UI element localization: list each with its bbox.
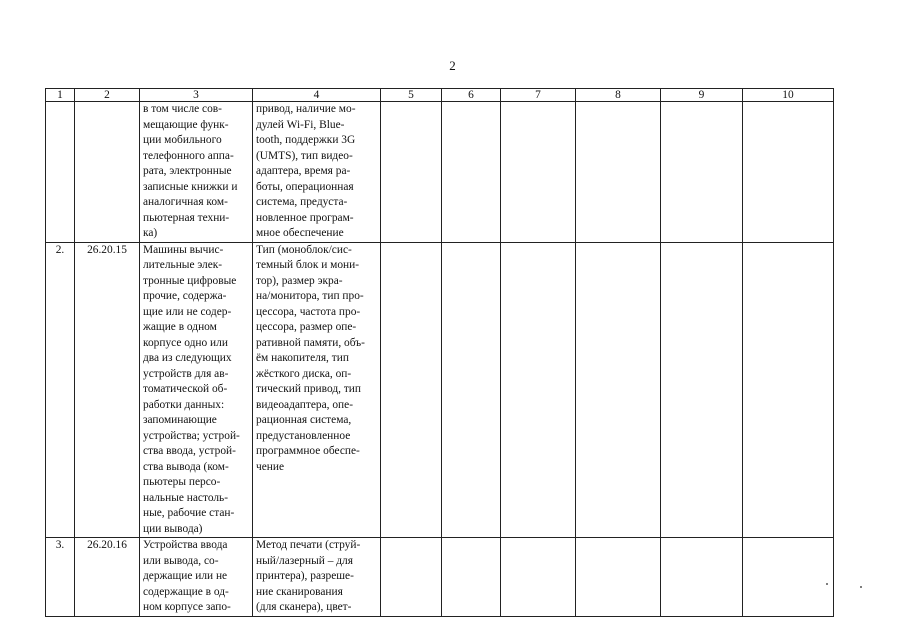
column-header: 9: [661, 89, 743, 102]
empty-cell: [661, 102, 743, 243]
column-header: 2: [75, 89, 140, 102]
empty-cell: [501, 242, 576, 538]
column-header: 10: [743, 89, 834, 102]
characteristics-cell: [253, 538, 381, 617]
empty-cell: [501, 102, 576, 243]
empty-cell: [381, 242, 442, 538]
empty-cell: [501, 538, 576, 617]
product-name-cell: [140, 102, 253, 243]
table-row: [46, 102, 834, 243]
row-number: 2.: [46, 242, 75, 538]
characteristics: привод, наличие мо- дулей Wi-Fi, Blue- tooth, поддержки 3G (UMTS), тип видео- адаптера, время ра- боты, операционная система, предуста- новленное програм- мное обеспечение: [256, 103, 356, 239]
column-header: 1: [46, 89, 75, 102]
empty-cell: [442, 102, 501, 243]
column-header: 7: [501, 89, 576, 102]
empty-cell: [661, 242, 743, 538]
empty-cell: [576, 242, 661, 538]
row-number: [46, 102, 75, 243]
table-row: [46, 242, 834, 538]
okpd-code: [75, 102, 140, 243]
column-header: 5: [381, 89, 442, 102]
characteristics: Тип (моноблок/сис- темный блок и мони- тор), размер экра- на/монитора, тип про- цессора, частота про- цессора, размер опе- ративной памяти, объ- ём накопителя, тип жёсткого диска, оп- тический привод, тип видеоадаптера, опе- рационная система, предустановленное программное обеспе- чение: [256, 243, 365, 473]
table-header-row: [46, 89, 834, 102]
empty-cell: [442, 538, 501, 617]
scan-speck: [826, 583, 828, 585]
product-name: Устройства ввода или вывода, со- держащие или не содержащие в од- ном корпусе запо-: [143, 539, 231, 613]
empty-cell: [743, 242, 834, 538]
column-header: 6: [442, 89, 501, 102]
characteristics-cell: [253, 102, 381, 243]
specification-table: [45, 88, 834, 617]
empty-cell: [576, 538, 661, 617]
characteristics: Метод печати (струй- ный/лазерный – для принтера), разреше- ние сканирования (для сканера), цвет-: [256, 539, 361, 613]
empty-cell: [442, 242, 501, 538]
page-number: 2: [449, 58, 456, 73]
empty-cell: [743, 102, 834, 243]
column-header: 8: [576, 89, 661, 102]
column-header: 4: [253, 89, 381, 102]
scan-speck: [860, 586, 862, 588]
empty-cell: [743, 538, 834, 617]
empty-cell: [381, 102, 442, 243]
characteristics-cell: [253, 242, 381, 538]
okpd-code: 26.20.15: [75, 242, 140, 538]
empty-cell: [661, 538, 743, 617]
product-name: Машины вычис- лительные элек- тронные цифровые прочие, содержа- щие или не содер- жащие в одном корпусе одно или два из следующих устройств для ав- томатической об- работки данных: запоминающие устройства; устрой- ства ввода, устрой- ства вывода (ком- пьютеры персо- нальные настоль- ные, рабочие стан- ции вывода): [143, 243, 240, 535]
column-header: 3: [140, 89, 253, 102]
product-name-cell: [140, 538, 253, 617]
row-number: 3.: [46, 538, 75, 617]
empty-cell: [576, 102, 661, 243]
empty-cell: [381, 538, 442, 617]
okpd-code: 26.20.16: [75, 538, 140, 617]
table-row: [46, 538, 834, 617]
product-name-cell: [140, 242, 253, 538]
product-name: в том числе сов- мещающие функ- ции мобильного телефонного аппа- рата, электронные записные книжки и аналогичная ком- пьютерная техни- ка): [143, 103, 238, 239]
